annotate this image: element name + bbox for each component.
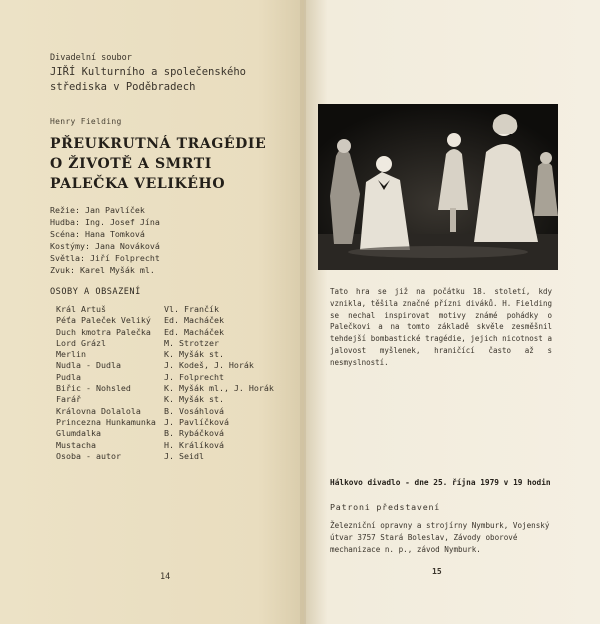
cast-row [56, 315, 296, 326]
cast-actor: Ed. Macháček [164, 326, 224, 337]
title-line-2: O ŽIVOTĚ A SMRTI [50, 156, 212, 172]
page-gutter [300, 0, 306, 624]
cast-row [56, 417, 296, 428]
cast-list [56, 304, 296, 462]
cast-role: Pudla [56, 371, 81, 382]
credits-list [50, 204, 160, 277]
credit-costumes: Kostýmy: Jana Nováková [50, 241, 160, 252]
author-name: Henry Fielding [50, 117, 122, 126]
cast-row [56, 394, 296, 405]
publisher-block [50, 52, 246, 95]
cast-role: Mustacha [56, 439, 96, 450]
cast-role: Královna Dolalola [56, 405, 141, 416]
credit-directing: Režie: Jan Pavlíček [50, 205, 145, 215]
cast-role: Farář [56, 394, 81, 405]
cast-role: Biřic - Nohsled [56, 383, 131, 394]
credit-scenery: Scéna: Hana Tomková [50, 229, 145, 240]
venue-date: Hálkovo divadlo - dne 25. října 1979 v 19 hodin [330, 478, 551, 487]
cast-row [56, 451, 296, 462]
cast-actor: K. Myšák st. [164, 349, 224, 360]
cast-role: Lord Grázl [56, 337, 106, 348]
cast-row [56, 360, 296, 371]
cast-actor: J. Pavlíčková [164, 416, 229, 427]
cast-row [56, 349, 296, 360]
title-line-3: PALEČKA VELIKÉHO [50, 176, 226, 192]
patron-text: Železniční opravny a strojírny Nymburk, Vojenský útvar 3757 Stará Boleslav, Závody oborové mechanizace n. p., závod Nymburk. [330, 521, 550, 554]
publisher-line-2: JIŘÍ Kulturního a společenského [50, 66, 246, 78]
cast-actor: J. Kodeš, J. Horák [164, 360, 254, 371]
cast-role: Princezna Hunkamunka [56, 416, 156, 427]
cast-actor: J. Folprecht [164, 371, 224, 382]
cast-row [56, 406, 296, 417]
patron-heading: Patroni představení [330, 502, 441, 512]
cast-actor: Vl. Frančík [164, 304, 219, 314]
cast-actor: K. Myšák ml., J. Horák [164, 383, 274, 394]
credit-music: Hudba: Ing. Josef Jína [50, 217, 160, 228]
play-title [50, 134, 290, 194]
cast-row [56, 440, 296, 451]
cast-role: Duch kmotra Palečka [56, 326, 151, 337]
cast-role: Péťa Paleček Veliký [56, 315, 151, 326]
cast-row [56, 428, 296, 439]
publisher-line-3: střediska v Poděbradech [50, 81, 196, 93]
play-description: Tato hra se již na počátku 18. století, kdy vznikla, těšila značné přízni diváků. H. Fielding se nechal inspirovat motivy známé pohádky o Palečkovi a na tomto základě skvěle zesměšnil tehdejší bombastické tragédie, jejich nicotnost a jalovost myšlenek, hraničící často až s nesmyslností. [330, 287, 552, 367]
cast-actor: J. Seidl [164, 450, 204, 461]
cast-row [56, 327, 296, 338]
cast-role: Glumdalka [56, 428, 101, 439]
cast-actor: Ed. Macháček [164, 315, 224, 326]
cast-row [56, 304, 296, 315]
credit-sound: Zvuk: Karel Myšák ml. [50, 265, 155, 276]
stage-photo [318, 104, 558, 270]
cast-row [56, 383, 296, 394]
cast-heading: OSOBY A OBSAZENÍ [50, 287, 141, 297]
cast-actor: M. Strotzer [164, 337, 219, 348]
cast-actor: H. Králíková [164, 439, 224, 450]
cast-role: Osoba - autor [56, 450, 121, 461]
stage-photo-illustration [318, 104, 558, 270]
cast-role: Merlin [56, 349, 86, 360]
credit-lighting: Světla: Jiří Folprecht [50, 253, 160, 264]
publisher-line-1: Divadelní soubor [50, 53, 132, 63]
cast-row [56, 338, 296, 349]
cast-row [56, 372, 296, 383]
page-number-left: 14 [160, 572, 171, 582]
cast-role: Nudla - Dudla [56, 360, 121, 371]
title-line-1: PŘEUKRUTNÁ TRAGÉDIE [50, 136, 267, 152]
cast-actor: K. Myšák st. [164, 394, 224, 405]
cast-actor: B. Rybáčková [164, 428, 224, 439]
cast-actor: B. Vosáhlová [164, 405, 224, 416]
cast-role: Král Artuš [56, 304, 106, 314]
page-number-right: 15 [432, 567, 442, 576]
